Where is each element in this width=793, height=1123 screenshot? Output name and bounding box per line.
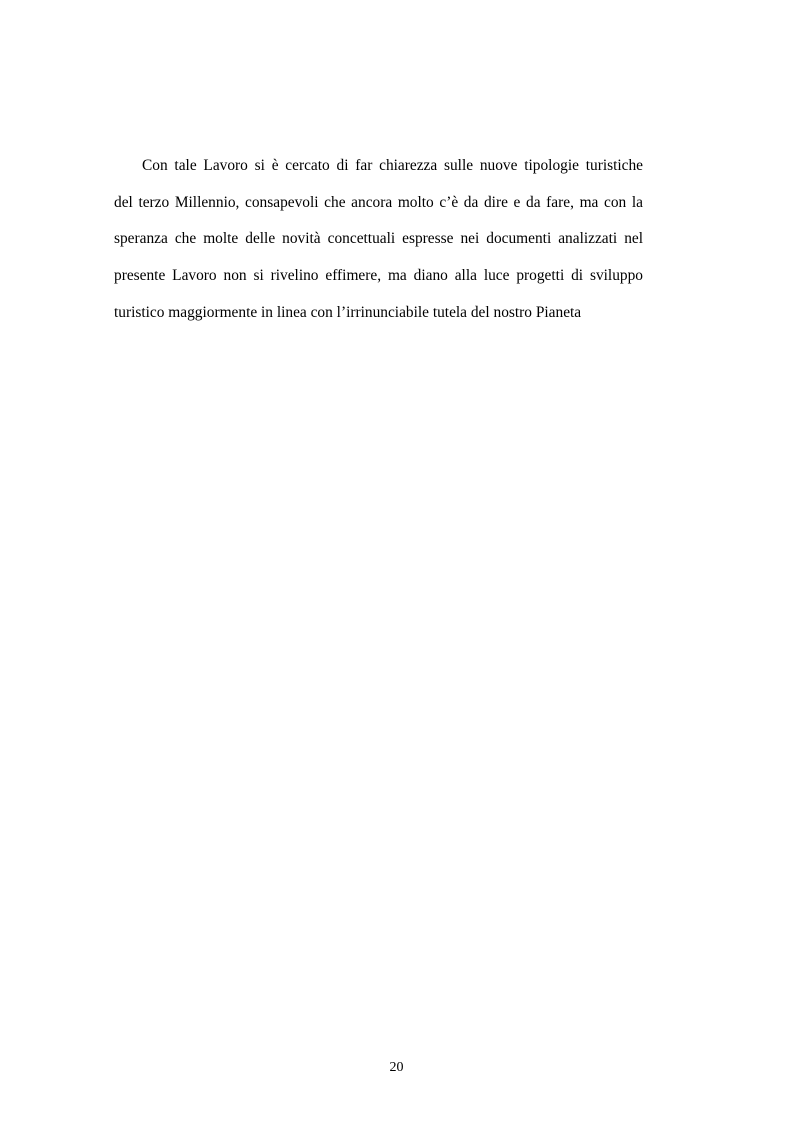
paragraph-line-3: speranza che molte delle novità concettuali espresse nei documenti analizzati nel [114, 230, 643, 248]
paragraph-line-5: turistico maggiormente in linea con l’irrinunciabile tutela del nostro Pianeta [114, 303, 582, 321]
page-number: 20 [389, 1060, 404, 1075]
paragraph-line-2: del terzo Millennio, consapevoli che ancora molto c’è da dire e da fare, ma con la [114, 193, 643, 211]
paragraph-line-4: presente Lavoro non si rivelino effimere, ma diano alla luce progetti di sviluppo [114, 267, 643, 285]
paragraph-line-1: Con tale Lavoro si è cercato di far chiarezza sulle nuove tipologie turistiche [142, 157, 643, 174]
body-paragraph [114, 148, 643, 331]
